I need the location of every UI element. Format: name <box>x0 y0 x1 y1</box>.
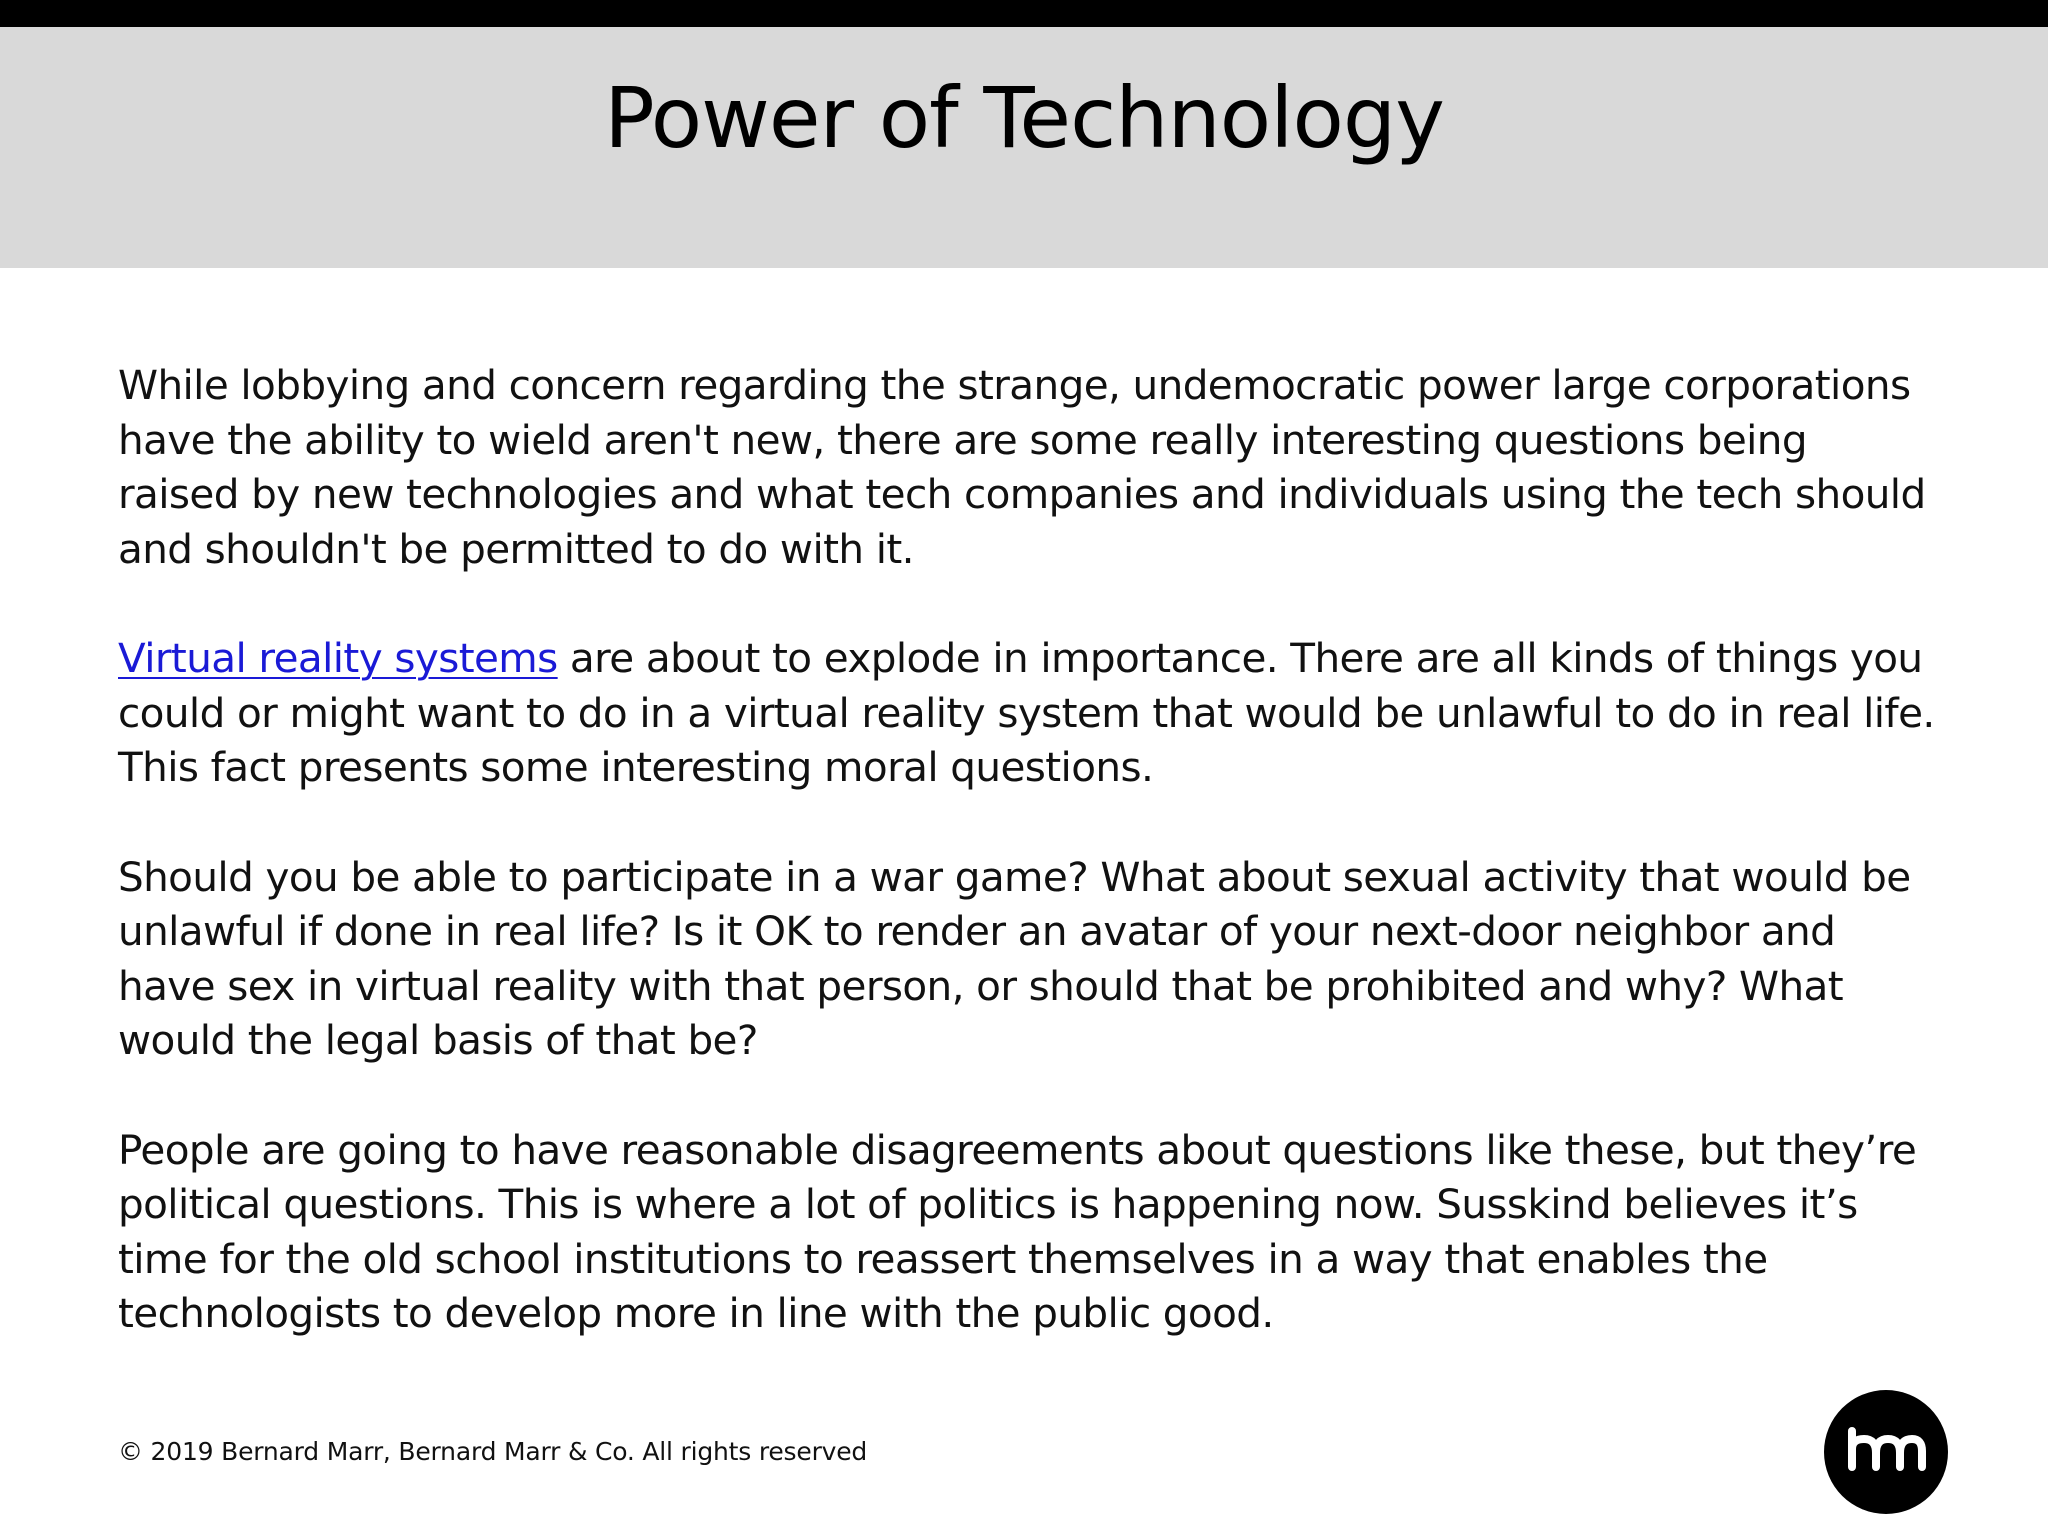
bm-logo-icon <box>1824 1390 1948 1514</box>
paragraph-virtual-reality <box>118 631 1938 795</box>
paragraph-lobbying: While lobbying and concern regarding the strange, undemocratic power large corporations have the ability to wield aren't new, there are some really interesting questions being raised by new technologies and what tech companies and individuals using the tech should and shouldn't be permitted to do with it. <box>118 361 1926 573</box>
page-title: Power of Technology <box>604 69 1444 167</box>
paragraph-questions: Should you be able to participate in a war game? What about sexual activity that would be unlawful if done in real life? Is it OK to render an avatar of your next-door neighbor and have sex in virtual reality with that person, or should that be prohibited and why? What would the legal basis of that be? <box>118 852 1911 1064</box>
footer-copyright: © 2019 Bernard Marr, Bernard Marr & Co. All rights reserved <box>118 1437 868 1466</box>
virtual-reality-systems-link[interactable]: Virtual reality systems <box>118 634 558 682</box>
paragraph-virtual-reality-text: are about to explode in importance. There are all kinds of things you could or might want to do in a virtual reality system that would be unlawful to do in real life. This fact presents some interesting moral questions. <box>118 634 1935 791</box>
paragraph-politics: People are going to have reasonable disagreements about questions like these, but they’re political questions. This is where a lot of politics is happening now. Susskind believes it’s time for the old school institutions to reassert themselves in a way that enables the technologists to develop more in line with the public good. <box>118 1125 1917 1337</box>
top-bar <box>0 0 2048 27</box>
slide-body <box>118 358 1938 1396</box>
bm-logo-glyph <box>1844 1427 1928 1477</box>
